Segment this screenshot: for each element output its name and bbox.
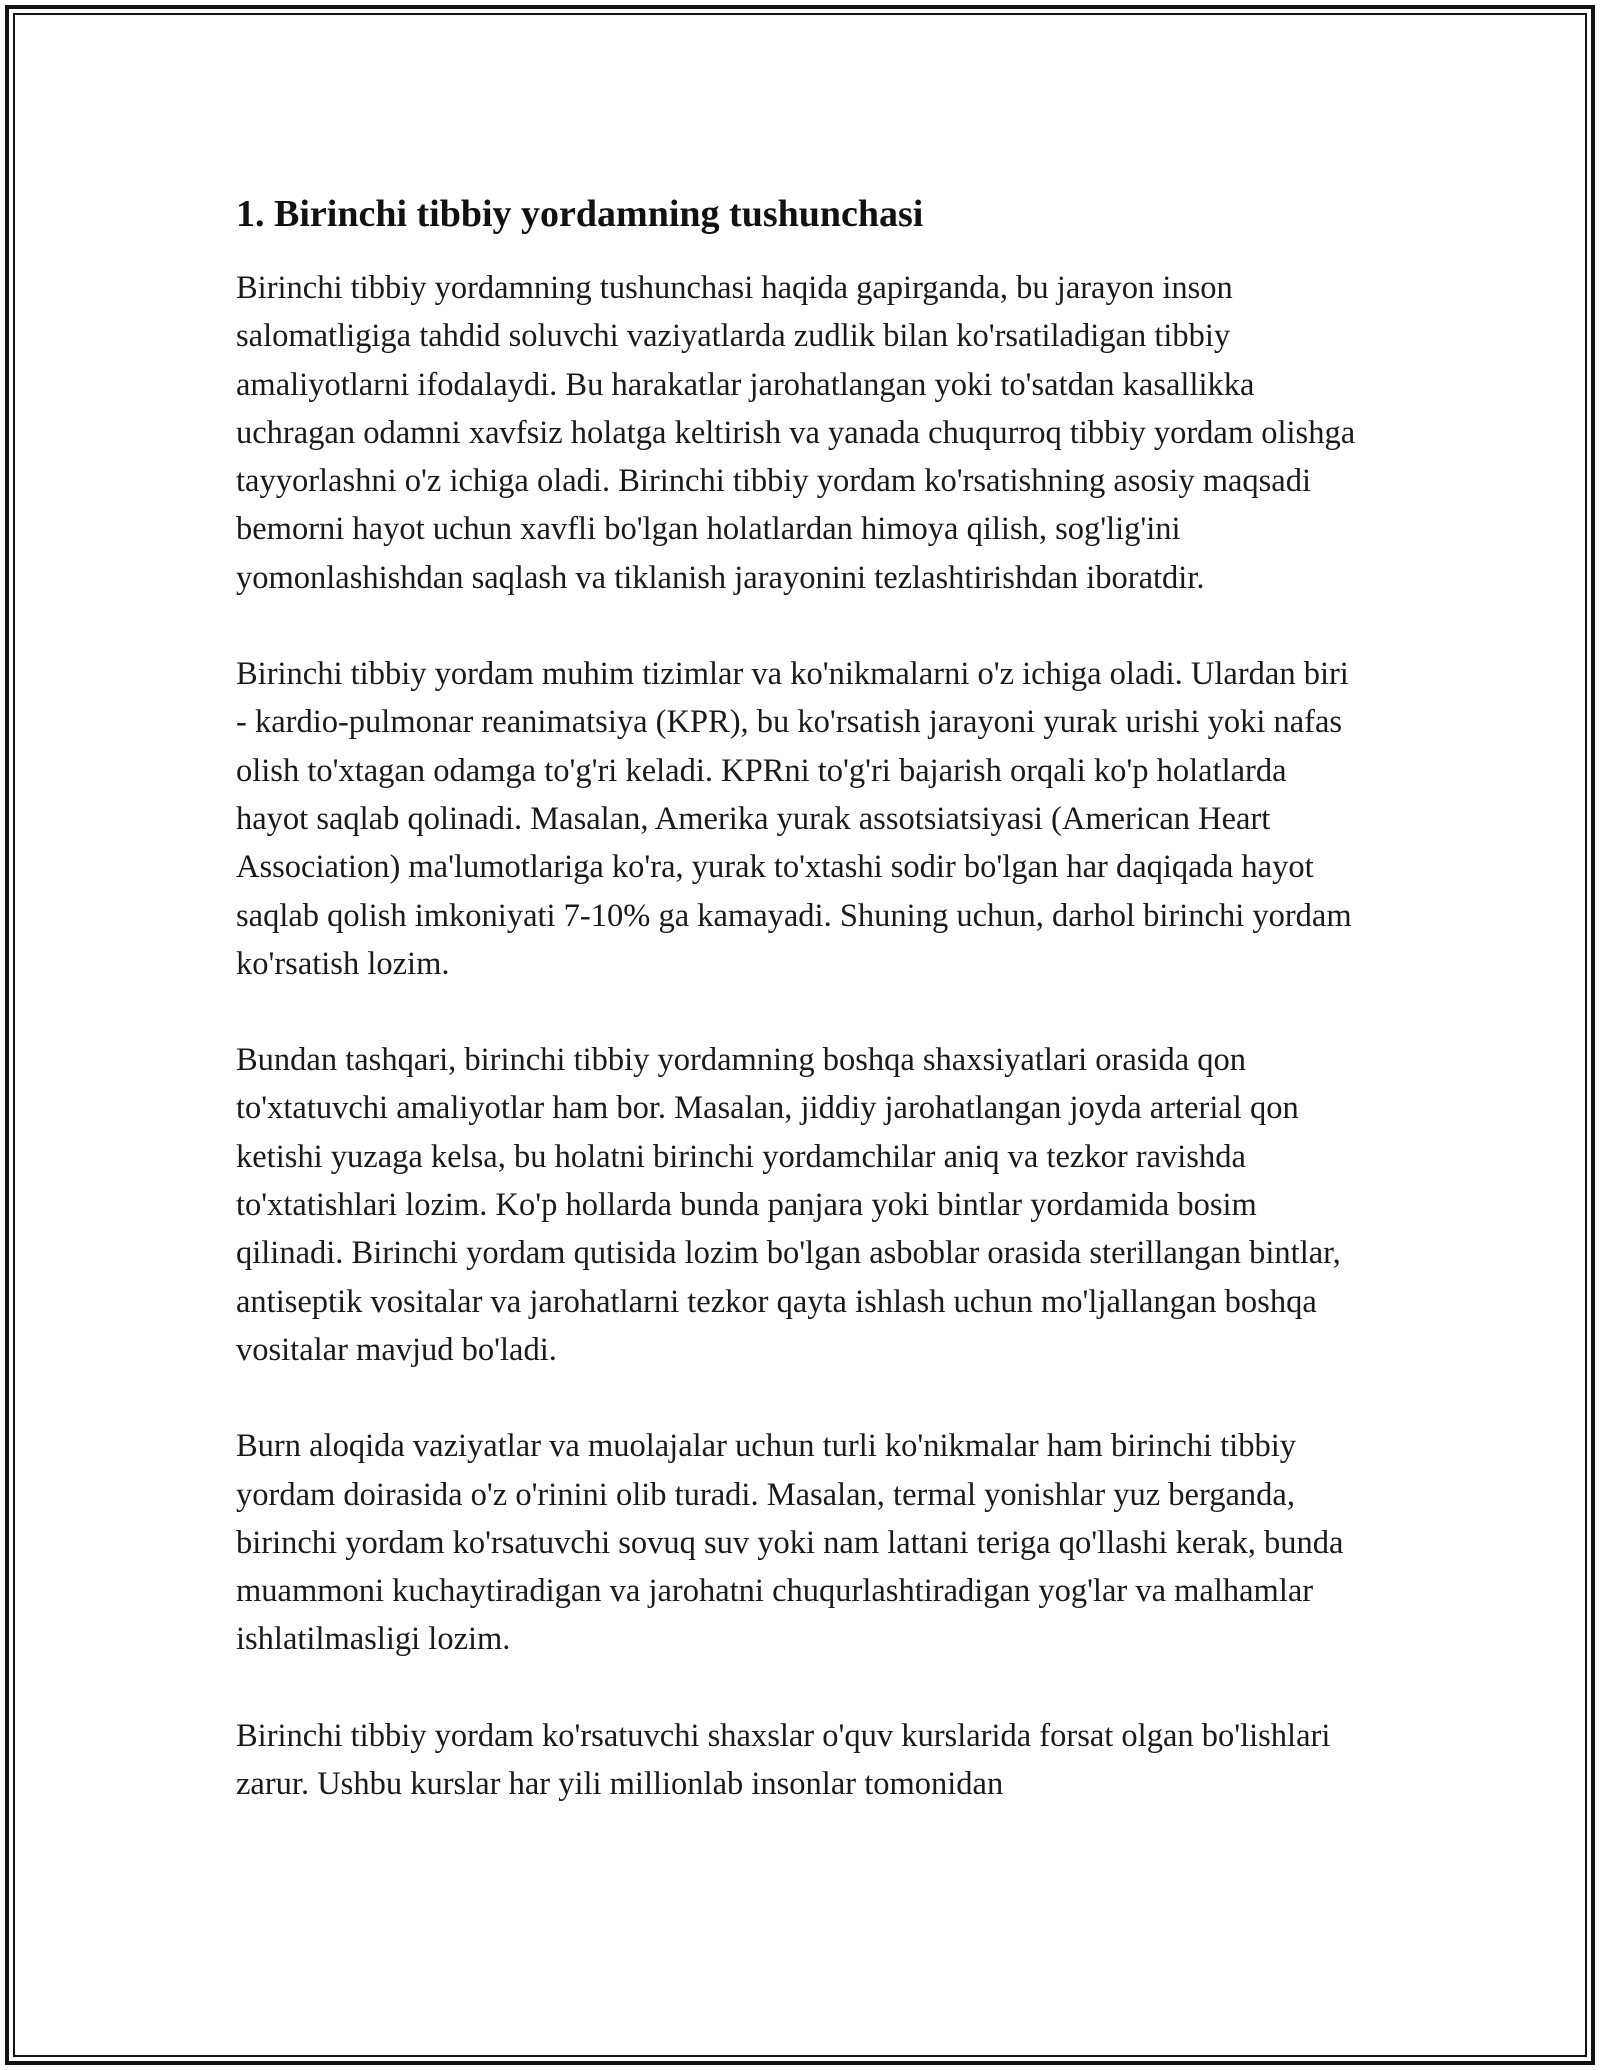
- document-body: [236, 188, 1366, 1856]
- section-heading: 1. Birinchi tibbiy yordamning tushunchasi: [236, 193, 924, 235]
- paragraph-3: Bundan tashqari, birinchi tibbiy yordamning boshqa shaxsiyatlari orasida qon to'xtatuvchi amaliyotlar ham bor. Masalan, jiddiy jarohatlangan joyda arterial qon ketishi yuzaga kelsa, bu holatni birinchi yordamchilar aniq va tezkor ravishda to'xtatishlari lozim. Ko'p hollarda bunda panjara yoki bintlar yordamida bosim qilinadi. Birinchi yordam qutisida lozim bo'lgan asboblar orasida sterillangan bintlar, antiseptik vositalar va jarohatlarni tezkor qayta ishlash uchun mo'ljallangan boshqa vositalar mavjud bo'ladi.: [236, 1042, 1341, 1368]
- paragraph-2: Birinchi tibbiy yordam muhim tizimlar va ko'nikmalarni o'z ichiga oladi. Ulardan biri - kardio-pulmonar reanimatsiya (KPR), bu ko'rsatish jarayoni yurak urishi yoki nafas olish to'xtagan odamga to'g'ri keladi. KPRni to'g'ri bajarish orqali ko'p holatlarda hayot saqlab qolinadi. Masalan, Amerika yurak assotsiatsiyasi (American Heart Association) ma'lumotlariga ko'ra, yurak to'xtashi sodir bo'lgan har daqiqada hayot saqlab qolish imkoniyati 7-10% ga kamayadi. Shuning uchun, darhol birinchi yordam ko'rsatish lozim.: [236, 656, 1352, 982]
- paragraph-4: Burn aloqida vaziyatlar va muolajalar uchun turli ko'nikmalar ham birinchi tibbiy yordam doirasida o'z o'rinini olib turadi. Masalan, termal yonishlar yuz berganda, birinchi yordam ko'rsatuvchi sovuq suv yoki nam lattani teriga qo'llashi kerak, bunda muammoni kuchaytiradigan va jarohatni chuqurlashtiradigan yog'lar va malhamlar ishlatilmasligi lozim.: [236, 1428, 1344, 1658]
- paragraph-5: Birinchi tibbiy yordam ko'rsatuvchi shaxslar o'quv kurslarida forsat olgan bo'lishlari zarur. Ushbu kurslar har yili millionlab insonlar tomonidan: [236, 1717, 1331, 1803]
- paragraph-1: Birinchi tibbiy yordamning tushunchasi haqida gapirganda, bu jarayon inson salomatligiga tahdid soluvchi vaziyatlarda zudlik bilan ko'rsatiladigan tibbiy amaliyotlarni ifodalaydi. Bu harakatlar jarohatlangan yoki to'satdan kasallikka uchragan odamni xavfsiz holatga keltirish va yanada chuqurroq tibbiy yordam olishga tayyorlashni o'z ichiga oladi. Birinchi tibbiy yordam ko'rsatishning asosiy maqsadi bemorni hayot uchun xavfli bo'lgan holatlardan himoya qilish, sog'lig'ini yomonlashishdan saqlash va tiklanish jarayonini tezlashtirishdan iboratdir.: [236, 270, 1356, 596]
